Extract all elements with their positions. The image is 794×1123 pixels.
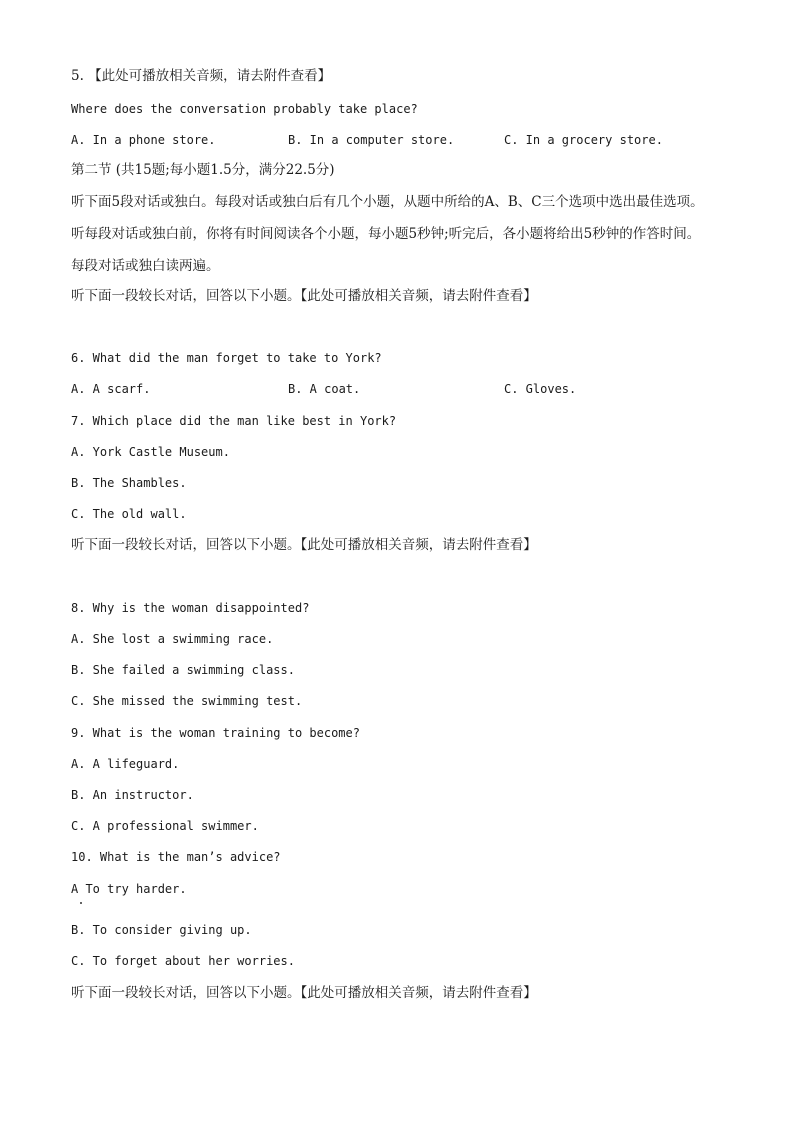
question-8-option-a: A. She lost a swimming race. xyxy=(71,632,274,646)
listen-prompt-1: 听下面一段较长对话，回答以下小题。【此处可播放相关音频，请去附件查看】 xyxy=(71,288,537,304)
question-6-option-c: C. Gloves. xyxy=(504,382,577,396)
section-2-instruction-1: 听下面5段对话或独白。每段对话或独白后有几个小题，从题中所给的A、B、C三个选项中选出最佳选项。 xyxy=(71,194,704,210)
question-5-header: 5. 【此处可播放相关音频，请去附件查看】 xyxy=(71,68,332,84)
question-7-text: 7. Which place did the man like best in York? xyxy=(71,414,397,428)
question-6-option-a: A. A scarf. xyxy=(71,382,151,396)
listen-prompt-2: 听下面一段较长对话，回答以下小题。【此处可播放相关音频，请去附件查看】 xyxy=(71,537,537,553)
question-10-text: 10. What is the man’s advice? xyxy=(71,850,281,864)
question-9-option-a: A. A lifeguard. xyxy=(71,757,180,771)
question-9-option-c: C. A professional swimmer. xyxy=(71,819,259,833)
section-2-instruction-2: 听每段对话或独白前，你将有时间阅读各个小题，每小题5秒钟;听完后，各小题将给出5秒钟的作答时间。 xyxy=(71,226,701,242)
question-8-option-c: C. She missed the swimming test. xyxy=(71,694,303,708)
question-8-text: 8. Why is the woman disappointed? xyxy=(71,601,310,615)
listen-prompt-3: 听下面一段较长对话，回答以下小题。【此处可播放相关音频，请去附件查看】 xyxy=(71,985,537,1001)
question-8-option-b: B. She failed a swimming class. xyxy=(71,663,295,677)
question-5-text: Where does the conversation probably take place? xyxy=(71,102,418,116)
stray-mark xyxy=(80,902,82,904)
question-10-option-a: A To try harder. xyxy=(71,882,187,896)
question-5-option-c: C. In a grocery store. xyxy=(504,133,663,147)
question-6-text: 6. What did the man forget to take to York? xyxy=(71,351,382,365)
question-6-option-b: B. A coat. xyxy=(288,382,361,396)
question-7-option-a: A. York Castle Museum. xyxy=(71,445,230,459)
question-5-option-b: B. In a computer store. xyxy=(288,133,455,147)
question-10-option-b: B. To consider giving up. xyxy=(71,923,252,937)
question-9-text: 9. What is the woman training to become? xyxy=(71,726,360,740)
section-2-title: 第二节 (共15题;每小题1.5分，满分22.5分) xyxy=(71,162,335,178)
section-2-instruction-3: 每段对话或独白读两遍。 xyxy=(71,258,220,274)
question-5-option-a: A. In a phone store. xyxy=(71,133,216,147)
question-10-option-c: C. To forget about her worries. xyxy=(71,954,295,968)
question-9-option-b: B. An instructor. xyxy=(71,788,194,802)
question-7-option-b: B. The Shambles. xyxy=(71,476,187,490)
question-7-option-c: C. The old wall. xyxy=(71,507,187,521)
